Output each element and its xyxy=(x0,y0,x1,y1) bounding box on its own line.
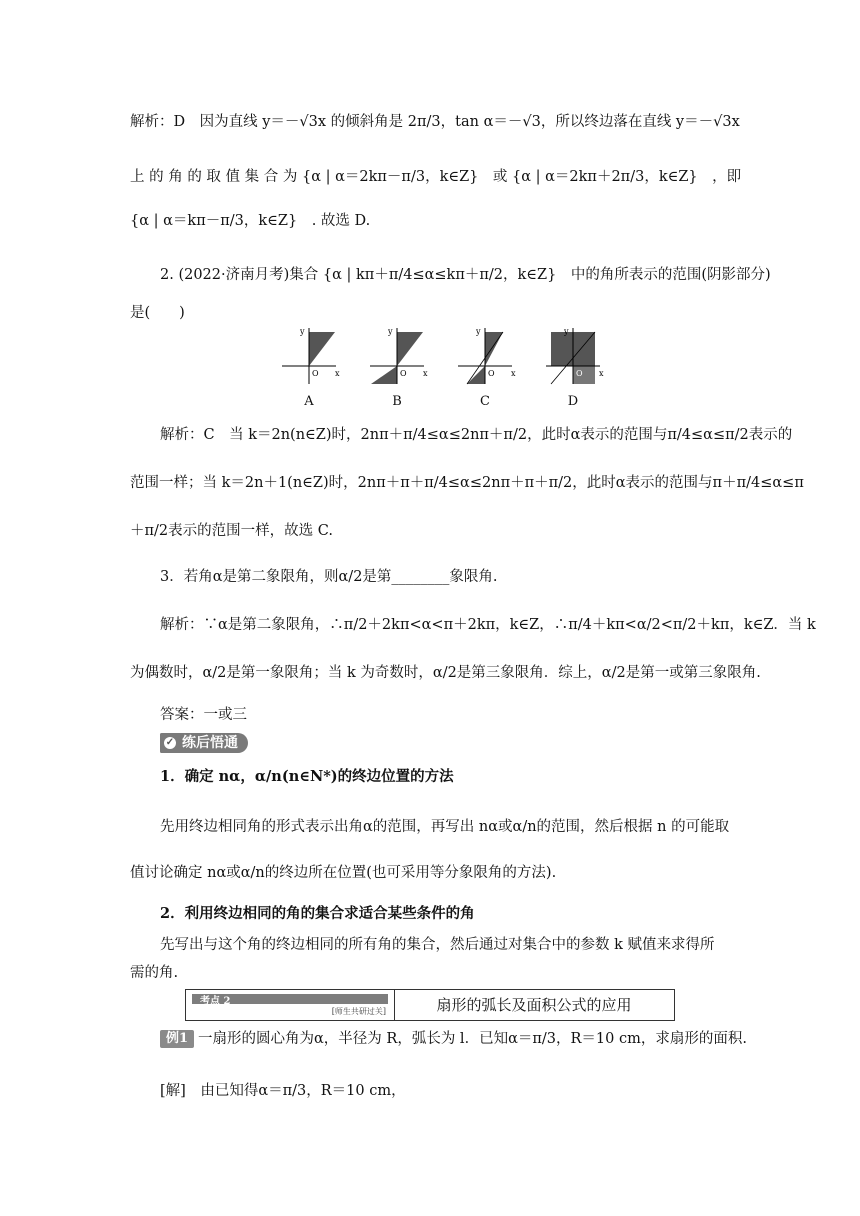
method-1-heading: 1．确定 nα，α/n(n∈N*)的终边位置的方法 xyxy=(160,768,454,785)
origin-label: O xyxy=(488,369,495,378)
x-axis-label: x xyxy=(599,369,604,378)
solution-1-line-2: 上 的 角 的 取 值 集 合 为 {α | α＝2kπ－π/3，k∈Z} 或 {α | α＝2kπ＋2π/3，k∈Z} ，即 xyxy=(130,169,742,185)
solution-2-line-2: 范围一样；当 k＝2n＋1(n∈Z)时，2nπ＋π＋π/4≤α≤2nπ＋π＋π/2，此时α表示的范围与π＋π/4≤α≤π xyxy=(130,475,804,491)
x-axis-label: x xyxy=(423,369,428,378)
example-1-solution-line-1: [解] 由已知得α＝π/3，R＝10 cm， xyxy=(160,1083,406,1099)
origin-label: O xyxy=(400,369,407,378)
y-axis-label: y xyxy=(300,327,305,336)
example-tag: 例1 xyxy=(160,1030,194,1048)
topic-header-box xyxy=(185,989,675,1021)
topic-label-cell xyxy=(186,990,395,1020)
solution-3-line-2: 为偶数时，α/2是第一象限角；当 k 为奇数时，α/2是第三象限角．综上，α/2是第一或第三象限角. xyxy=(130,665,761,681)
diagram-d xyxy=(542,326,604,386)
method-2-heading: 2．利用终边相同的角的集合求适合某些条件的角 xyxy=(160,905,475,922)
topic-title: 扇形的弧长及面积公式的应用 xyxy=(436,996,632,1014)
practice-summary-tag: 练后悟通 xyxy=(160,733,248,753)
x-axis-label: x xyxy=(511,369,516,378)
question-3: 3．若角α是第二象限角，则α/2是第________象限角. xyxy=(160,569,498,585)
check-icon: ✓ xyxy=(165,737,175,748)
question-2-line-1: 2. (2022·济南月考)集合 {α | kπ＋π/4≤α≤kπ＋π/2，k∈Z} 中的角所表示的范围(阴影部分) xyxy=(160,267,771,283)
solution-2-line-3: ＋π/2表示的范围一样，故选 C. xyxy=(130,523,333,539)
answer-3: 答案：一或三 xyxy=(160,707,247,723)
diagram-b-label: B xyxy=(392,394,402,409)
answer-choice-diagrams xyxy=(278,326,608,416)
y-axis-label: y xyxy=(476,327,481,336)
topic-subtitle: [师生共研过关] xyxy=(331,1007,386,1016)
method-2-line-2: 需的角. xyxy=(130,965,179,981)
x-axis-label: x xyxy=(335,369,340,378)
diagram-b xyxy=(366,326,428,386)
solution-2-line-1: 解析：C 当 k＝2n(n∈Z)时，2nπ＋π/4≤α≤2nπ＋π/2，此时α表示的范围与π/4≤α≤π/2表示的 xyxy=(160,427,793,443)
question-2-line-2: 是( ) xyxy=(130,305,185,321)
diagram-a xyxy=(278,326,340,386)
topic-label-bar xyxy=(192,994,388,1007)
method-1-line-1: 先用终边相同角的形式表示出角α的范围，再写出 nα或α/n的范围，然后根据 n 的可能取 xyxy=(160,819,730,835)
y-axis-label: y xyxy=(388,327,393,336)
diagram-c xyxy=(454,326,516,386)
example-1-question: 一扇形的圆心角为α，半径为 R，弧长为 l．已知α＝π/3，R＝10 cm，求扇形的面积. xyxy=(198,1031,747,1047)
topic-label: 考点 2 xyxy=(200,996,231,1007)
method-1-line-2: 值讨论确定 nα或α/n的终边所在位置(也可采用等分象限角的方法). xyxy=(130,865,557,881)
diagram-a-label: A xyxy=(304,394,314,409)
origin-label: O xyxy=(312,369,319,378)
solution-1-line-3: {α | α＝kπ－π/3，k∈Z} . 故选 D. xyxy=(130,213,371,229)
diagram-c-label: C xyxy=(480,394,490,409)
solution-3-line-1: 解析：∵α是第二象限角，∴π/2＋2kπ<α<π＋2kπ，k∈Z，∴π/4＋kπ<α/2<π/2＋kπ，k∈Z．当 k xyxy=(160,617,816,633)
diagram-d-label: D xyxy=(567,394,579,409)
method-2-line-1: 先写出与这个角的终边相同的所有角的集合，然后通过对集合中的参数 k 赋值来求得所 xyxy=(160,937,715,953)
origin-label: O xyxy=(576,369,583,378)
solution-1-line-1: 解析：D 因为直线 y＝－√3x 的倾斜角是 2π/3，tan α＝－√3，所以终边落在直线 y＝－√3x xyxy=(130,114,740,130)
y-axis-label: y xyxy=(564,327,569,336)
